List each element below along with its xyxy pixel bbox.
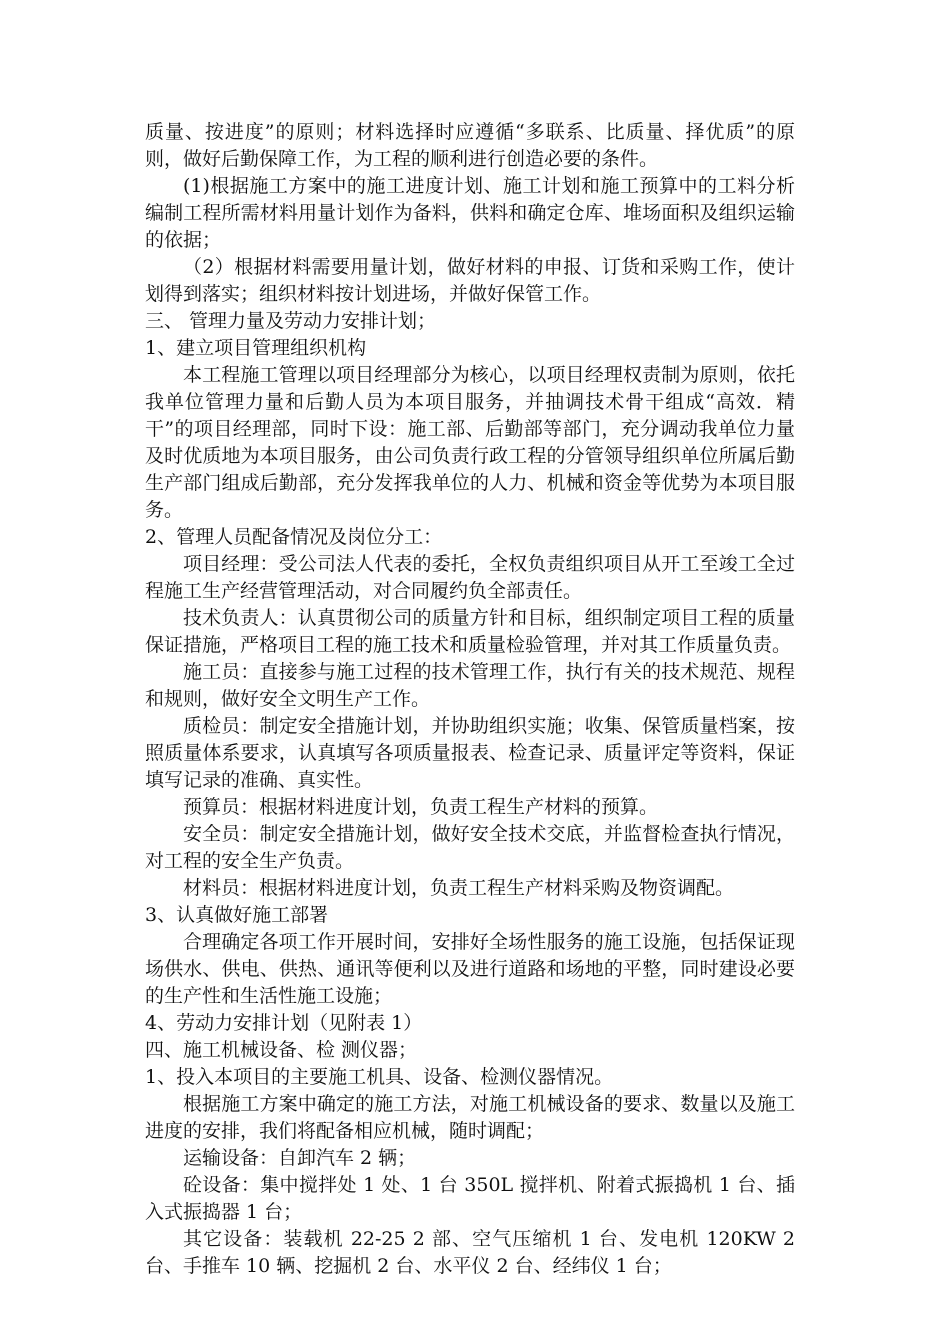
paragraph: 施工员：直接参与施工过程的技术管理工作，执行有关的技术规范、规程和规则，做好安全文明生产工作。 <box>145 661 795 710</box>
section-heading: 四、施工机械设备、检 测仪器； <box>145 1039 418 1061</box>
paragraph: （2）根据材料需要用量计划，做好材料的申报、订货和采购工作，使计划得到落实；组织材料按计划进场，并做好保管工作。 <box>145 256 795 305</box>
paragraph: 材料员：根据材料进度计划，负责工程生产材料采购及物资调配。 <box>183 877 735 899</box>
subsection-heading: 2、管理人员配备情况及岗位分工： <box>145 526 443 548</box>
paragraph: 项目经理：受公司法人代表的委托，全权负责组织项目从开工至竣工全过程施工生产经营管理活动，对合同履约负全部责任。 <box>145 553 795 602</box>
paragraph: 砼设备：集中搅拌处 1 处、1 台 350L 搅拌机、附着式振捣机 1 台、插入式振捣器 1 台； <box>145 1174 795 1223</box>
paragraph: 根据施工方案中确定的施工方法，对施工机械设备的要求、数量以及施工进度的安排，我们将配备相应机械，随时调配； <box>145 1093 795 1142</box>
paragraph: 安全员：制定安全措施计划，做好安全技术交底，并监督检查执行情况，对工程的安全生产负责。 <box>145 823 795 872</box>
subsection-heading: 1、建立项目管理组织机构 <box>145 337 367 359</box>
paragraph: 质检员：制定安全措施计划，并协助组织实施；收集、保管质量档案，按照质量体系要求，认真填写各项质量报表、检查记录、质量评定等资料，保证填写记录的准确、真实性。 <box>145 715 795 791</box>
paragraph: 合理确定各项工作开展时间，安排好全场性服务的施工设施，包括保证现场供水、供电、供热、通讯等便利以及进行道路和场地的平整，同时建设必要的生产性和生活性施工设施； <box>145 931 795 1007</box>
paragraph: 本工程施工管理以项目经理部分为核心，以项目经理权责制为原则，依托我单位管理力量和后勤人员为本项目服务，并抽调技术骨干组成“高效．精干”的项目经理部，同时下设：施工部、后勤部等部门，充分调动我单位力量及时优质地为本项目服务，由公司负责行政工程的分管领导组织单位所属后勤生产部门组成后勤部，充分发挥我单位的人力、机械和资金等优势为本项目服务。 <box>145 364 795 521</box>
subsection-heading: 3、认真做好施工部署 <box>145 904 329 926</box>
paragraph: 其它设备：装载机 22-25 2 部、空气压缩机 1 台、发电机 120KW 2 台、手推车 10 辆、挖掘机 2 台、水平仪 2 台、经纬仪 1 台； <box>145 1228 795 1277</box>
paragraph: (1)根据施工方案中的施工进度计划、施工计划和施工预算中的工料分析编制工程所需材料用量计划作为备料，供料和确定仓库、堆场面积及组织运输的依据； <box>145 175 795 251</box>
paragraph: 预算员：根据材料进度计划，负责工程生产材料的预算。 <box>183 796 659 818</box>
paragraph: 技术负责人：认真贯彻公司的质量方针和目标，组织制定项目工程的质量保证措施，严格项目工程的施工技术和质量检验管理，并对其工作质量负责。 <box>145 607 795 656</box>
subsection-heading: 4、劳动力安排计划（见附表 1） <box>145 1012 423 1034</box>
paragraph: 质量、按进度”的原则；材料选择时应遵循“多联系、比质量、择优质”的原则，做好后勤保障工作，为工程的顺利进行创造必要的条件。 <box>145 121 795 170</box>
subsection-heading: 1、投入本项目的主要施工机具、设备、检测仪器情况。 <box>145 1066 614 1088</box>
section-heading: 三、 管理力量及劳动力安排计划； <box>145 310 437 332</box>
paragraph: 运输设备：自卸汽车 2 辆； <box>183 1147 417 1169</box>
document-page <box>145 119 795 1280</box>
